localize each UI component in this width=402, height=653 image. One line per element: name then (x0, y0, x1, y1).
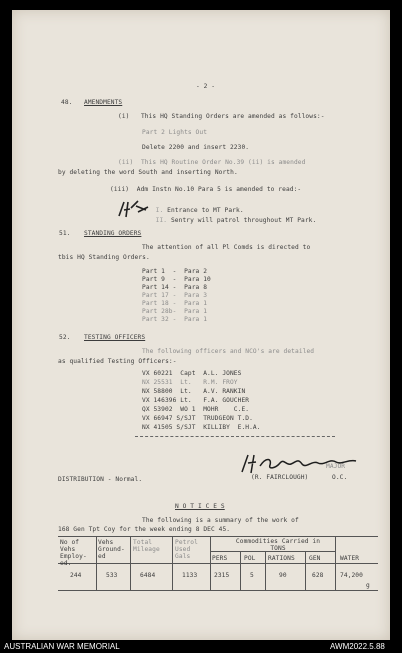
standing-orders-line1: The attention of all Pl Comds is directed to (142, 244, 311, 251)
standing-orders-part-6: Part 28b- Para 1 (142, 308, 208, 315)
cell-pol: 5 (250, 572, 254, 579)
header-pers: PERS (212, 555, 228, 562)
header-petrol-used: Petrol Used Gals (175, 539, 198, 560)
notices-line1: The following is a summary of the work of (142, 517, 299, 524)
amendment-ii-line1: (ii) This HQ Routine Order No.39 (ii) is amended (118, 159, 306, 166)
cell-vehs-grounded: 533 (106, 572, 118, 579)
officer-row-6: VX 66947 S/SJT TRUDGEON T.D. (142, 415, 253, 422)
divider-line (135, 436, 335, 437)
footer-accession: AWM2022.5.88 (330, 642, 385, 651)
cell-rations: 90 (279, 572, 287, 579)
archive-footer (0, 640, 402, 653)
officer-row-5: QX 53902 WO 1 MOHR C.E. (142, 406, 250, 413)
cell-total-mileage: 6484 (140, 572, 156, 579)
notices-title: N O T I C E S (175, 503, 225, 510)
testing-officers-line2: as qualified Testing Officers:- (58, 358, 177, 365)
standing-orders-part-7: Part 32 - Para 1 (142, 316, 208, 323)
footer-source: AUSTRALIAN WAR MEMORIAL (4, 642, 120, 651)
header-water: WATER (340, 555, 360, 562)
signatory-name: (R. FAIRCLOUGH) (251, 474, 309, 481)
section-52-number: 52. (59, 334, 71, 341)
amendment-ii-line2: by deleting the word South and inserting North. (58, 169, 238, 176)
handwritten-initials-mark (116, 198, 150, 220)
officer-row-1: VX 60221 Capt A.L. JONES (142, 370, 242, 377)
standing-orders-part-1: Part 1 - Para 2 (142, 268, 208, 275)
officer-row-4: VX 146396 Lt. F.A. GOUCHER (142, 397, 250, 404)
amendment-iii-line3: II. Sentry will patrol throughout MT Park. (155, 217, 317, 224)
signatory-title: O.C. (332, 474, 348, 481)
header-gen: GEN (309, 555, 321, 562)
officer-row-2: NX 25531 Lt. R.M. FROY (142, 379, 238, 386)
section-51-number: 51. (59, 230, 71, 237)
signatory-rank: MAJOR (326, 463, 346, 470)
header-total-mileage: Total Mileage (133, 539, 160, 553)
header-vehs-grounded: Vehs Ground-ed (98, 539, 125, 560)
cell-gen: 628 (312, 572, 324, 579)
officer-row-3: NX 58800 Lt. A.V. RANKIN (142, 388, 246, 395)
amendment-iii-line1: (iii) Adm Instn No.10 Para 5 is amended to read:- (110, 186, 302, 193)
standing-orders-part-3: Part 14 - Para 8 (142, 284, 208, 291)
cell-vehs-employed: 244 (70, 572, 82, 579)
testing-officers-line1: The following officers and NCO's are detailed (142, 348, 315, 355)
section-48-title: AMENDMENTS (84, 99, 123, 106)
cell-pers: 2315 (214, 572, 230, 579)
amendment-i-line3: Delete 2200 and insert 2230. (142, 144, 250, 151)
section-51-title: STANDING ORDERS (84, 230, 142, 237)
amendment-i-line2: Part 2 Lights Out (142, 129, 208, 136)
distribution-line: DISTRIBUTION - Normal. (58, 476, 143, 483)
notices-line2: 168 Gen Tpt Coy for the week ending 8 DEC 45. (58, 526, 231, 533)
cell-water: 74,200 (340, 572, 363, 579)
page-number: - 2 - (196, 83, 216, 90)
standing-orders-part-4: Part 17 - Para 3 (142, 292, 208, 299)
standing-orders-part-5: Part 18 - Para 1 (142, 300, 208, 307)
officer-row-7: NX 41505 S/SJT KILLIBY E.H.A. (142, 424, 261, 431)
amendment-i-line1: (i) This HQ Standing Orders are amended as follows:- (118, 113, 325, 120)
cell-petrol-used: 1133 (182, 572, 198, 579)
amendment-iii-line2: I. Entrance to MT Park. (155, 207, 244, 214)
header-rations: RATIONS (268, 555, 295, 562)
cell-unit-note: g (366, 582, 370, 589)
header-commodities: Commodities Carried in TONS (235, 538, 321, 552)
section-48-number: 48. (61, 99, 73, 106)
standing-orders-line2: tbis HQ Standing Orders. (58, 254, 150, 261)
header-vehs-employed: No of Vehs Employ-ed. (60, 539, 87, 567)
section-52-title: TESTING OFFICERS (84, 334, 146, 341)
standing-orders-part-2: Part 9 - Para 10 (142, 276, 211, 283)
header-pol: POL (244, 555, 256, 562)
